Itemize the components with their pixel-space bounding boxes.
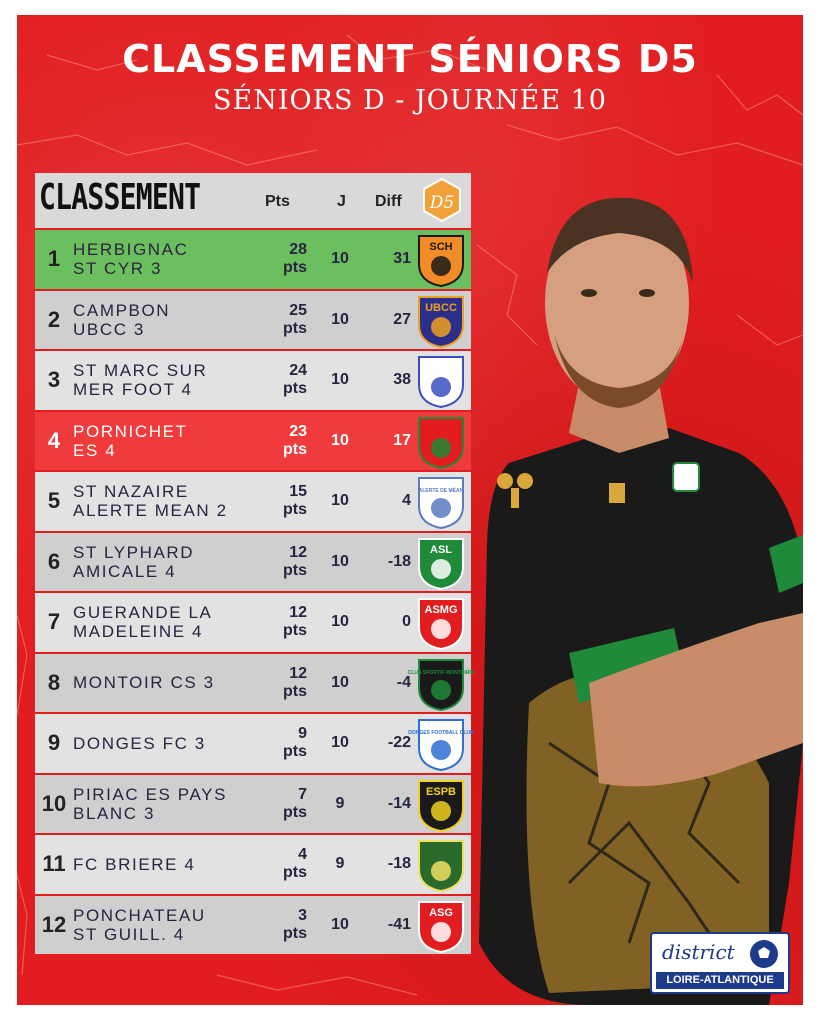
team-name-line1: GUERANDE LA bbox=[73, 603, 213, 623]
team-name-line1: PORNICHET bbox=[73, 421, 188, 441]
points-value: 12 bbox=[289, 543, 307, 561]
points-value: 24 bbox=[289, 362, 307, 380]
team-name-line2: UBCC 3 bbox=[73, 319, 145, 339]
matches-played: 10 bbox=[331, 915, 349, 933]
club-crest-label: ASMG bbox=[424, 604, 458, 616]
team-name-line2: MER FOOT 4 bbox=[73, 380, 193, 400]
table-heading: CLASSEMENT bbox=[39, 177, 201, 218]
team-name bbox=[73, 412, 263, 471]
matches-played: 10 bbox=[331, 371, 349, 389]
team-name-line1: HERBIGNAC bbox=[73, 240, 189, 260]
club-crest-icon bbox=[415, 232, 467, 288]
district-logo bbox=[650, 932, 790, 994]
rank: 12 bbox=[41, 911, 67, 937]
rank: 3 bbox=[47, 367, 61, 393]
column-header-j: J bbox=[337, 193, 346, 210]
d5-badge-icon bbox=[422, 177, 462, 223]
table-row bbox=[35, 714, 474, 775]
club-crest-label: UBCC bbox=[425, 301, 457, 314]
club-crest-icon bbox=[415, 777, 467, 833]
matches-played: 10 bbox=[331, 431, 349, 449]
club-crest-icon bbox=[415, 898, 467, 954]
club-crest-icon bbox=[415, 837, 467, 893]
club-crest-label: DONGES FOOTBALL CLUB bbox=[408, 730, 474, 736]
player-photo bbox=[469, 183, 803, 1005]
rank: 5 bbox=[47, 488, 61, 514]
points-unit: pts bbox=[283, 380, 307, 398]
table-row bbox=[35, 593, 471, 654]
table-row bbox=[35, 412, 471, 473]
team-name-line1: DONGES FC 3 bbox=[73, 733, 206, 753]
goal-difference: 27 bbox=[393, 310, 411, 328]
table-row bbox=[35, 896, 471, 957]
team-name-line2: ST GUILL. 4 bbox=[73, 924, 185, 944]
team-name-line1: FC BRIERE 4 bbox=[73, 854, 196, 874]
team-name bbox=[73, 896, 263, 955]
points bbox=[259, 533, 307, 592]
club-crest-label: ALERTE DE MÉAN bbox=[418, 488, 464, 494]
points-value: 15 bbox=[289, 483, 307, 501]
points-unit: pts bbox=[283, 561, 307, 579]
table-row bbox=[35, 291, 471, 352]
team-name bbox=[73, 351, 263, 410]
points-unit: pts bbox=[283, 319, 307, 337]
page-title: CLASSEMENT SÉNIORS D5 bbox=[122, 37, 698, 81]
team-name bbox=[73, 230, 263, 289]
points-value: 3 bbox=[298, 906, 307, 924]
matches-played: 9 bbox=[335, 794, 345, 812]
table-row bbox=[35, 654, 475, 715]
club-crest-icon bbox=[408, 716, 474, 772]
points bbox=[259, 654, 307, 713]
matches-played: 10 bbox=[331, 310, 349, 328]
rank: 11 bbox=[42, 851, 66, 877]
matches-played: 10 bbox=[331, 552, 349, 570]
club-crest-label: SCH bbox=[429, 241, 453, 253]
poster bbox=[17, 15, 803, 1005]
matches-played: 10 bbox=[331, 250, 349, 268]
points bbox=[259, 835, 307, 894]
matches-played: 9 bbox=[335, 855, 345, 873]
goal-difference: 0 bbox=[402, 613, 411, 631]
team-name-line2: ALERTE MEAN 2 bbox=[73, 501, 228, 521]
club-crest-icon bbox=[415, 535, 467, 591]
district-logo-text: district bbox=[662, 940, 735, 964]
club-crest-label: ASG bbox=[429, 906, 453, 919]
goal-difference: -18 bbox=[387, 855, 411, 873]
points-unit: pts bbox=[283, 743, 307, 761]
points bbox=[259, 472, 307, 531]
district-logo-subtext: LOIRE-ATLANTIQUE bbox=[656, 972, 784, 989]
table-row bbox=[35, 472, 471, 533]
points-unit: pts bbox=[283, 259, 307, 277]
points-value: 23 bbox=[289, 422, 307, 440]
team-name bbox=[73, 472, 263, 531]
matches-played: 10 bbox=[331, 673, 349, 691]
goal-difference: -4 bbox=[396, 673, 411, 691]
points-value: 12 bbox=[289, 664, 307, 682]
goal-difference: 38 bbox=[393, 371, 411, 389]
team-name-line1: CAMPBON bbox=[73, 300, 171, 320]
team-name bbox=[73, 654, 263, 713]
points-unit: pts bbox=[283, 440, 307, 458]
points-unit: pts bbox=[283, 924, 307, 942]
points-value: 12 bbox=[289, 604, 307, 622]
points-unit: pts bbox=[283, 622, 307, 640]
team-name-line1: MONTOIR CS 3 bbox=[73, 673, 215, 693]
team-name-line2: AMICALE 4 bbox=[73, 561, 177, 581]
team-name-line1: ST NAZAIRE bbox=[73, 482, 189, 502]
rank: 1 bbox=[47, 246, 61, 272]
team-name-line2: ES 4 bbox=[73, 440, 117, 460]
goal-difference: -18 bbox=[387, 552, 411, 570]
club-crest-icon bbox=[407, 656, 475, 712]
club-crest-label: ASL bbox=[430, 543, 452, 556]
table-header bbox=[35, 173, 471, 230]
team-name bbox=[73, 775, 263, 834]
points-unit: pts bbox=[283, 803, 307, 821]
team-name bbox=[73, 593, 263, 652]
points bbox=[259, 714, 307, 773]
matches-played: 10 bbox=[331, 492, 349, 510]
table-row bbox=[35, 835, 471, 896]
team-name-line2: ST CYR 3 bbox=[73, 259, 163, 279]
points bbox=[259, 291, 307, 350]
club-crest-icon bbox=[415, 353, 467, 409]
points-value: 7 bbox=[298, 785, 307, 803]
football-icon bbox=[744, 938, 784, 970]
team-name bbox=[73, 714, 263, 773]
matches-played: 10 bbox=[331, 734, 349, 752]
column-header-diff: Diff bbox=[375, 193, 402, 210]
points-value: 25 bbox=[289, 301, 307, 319]
table-row bbox=[35, 230, 471, 291]
goal-difference: -14 bbox=[387, 794, 411, 812]
team-name-line1: PONCHATEAU bbox=[73, 905, 206, 925]
points-unit: pts bbox=[283, 682, 307, 700]
club-crest-icon bbox=[415, 293, 467, 349]
goal-difference: 31 bbox=[393, 250, 411, 268]
team-name-line1: ST MARC SUR bbox=[73, 361, 208, 381]
club-crest-icon bbox=[415, 474, 467, 530]
d5-badge-label: D5 bbox=[429, 193, 455, 213]
points-unit: pts bbox=[283, 501, 307, 519]
club-crest-label: CLUB SPORTIF MONTOIRIN bbox=[407, 669, 475, 676]
table-row bbox=[35, 533, 471, 594]
page-subtitle: SÉNIORS D - JOURNÉE 10 bbox=[212, 85, 607, 116]
standings-table bbox=[35, 173, 475, 956]
rank: 8 bbox=[47, 669, 61, 695]
team-name-line2: MADELEINE 4 bbox=[73, 622, 204, 642]
goal-difference: 4 bbox=[402, 492, 411, 510]
club-crest-icon bbox=[415, 595, 467, 651]
points bbox=[259, 230, 307, 289]
rank: 6 bbox=[47, 548, 61, 574]
points bbox=[259, 412, 307, 471]
rank: 9 bbox=[47, 730, 61, 756]
points-unit: pts bbox=[283, 864, 307, 882]
points bbox=[259, 775, 307, 834]
rank: 10 bbox=[41, 790, 67, 816]
team-name bbox=[73, 533, 263, 592]
goal-difference: 17 bbox=[393, 431, 411, 449]
points-value: 28 bbox=[289, 241, 307, 259]
points bbox=[259, 351, 307, 410]
table-row bbox=[35, 351, 471, 412]
club-crest-icon bbox=[415, 414, 467, 470]
goal-difference: -41 bbox=[387, 915, 411, 933]
team-name-line2: BLANC 3 bbox=[73, 803, 156, 823]
team-name-line1: PIRIAC ES PAYS bbox=[73, 784, 228, 804]
rank: 7 bbox=[47, 609, 61, 635]
club-crest-label: ESPB bbox=[426, 785, 456, 798]
table-body bbox=[35, 230, 475, 956]
goal-difference: -22 bbox=[387, 734, 411, 752]
points-value: 9 bbox=[298, 725, 307, 743]
points-value: 4 bbox=[298, 846, 307, 864]
rank: 2 bbox=[47, 306, 61, 332]
matches-played: 10 bbox=[331, 613, 349, 631]
team-name bbox=[73, 291, 263, 350]
team-name bbox=[73, 835, 263, 894]
points bbox=[259, 593, 307, 652]
team-name-line1: ST LYPHARD bbox=[73, 542, 195, 562]
rank: 4 bbox=[47, 427, 61, 453]
column-header-pts: Pts bbox=[265, 193, 290, 210]
points bbox=[259, 896, 307, 955]
table-row bbox=[35, 775, 471, 836]
